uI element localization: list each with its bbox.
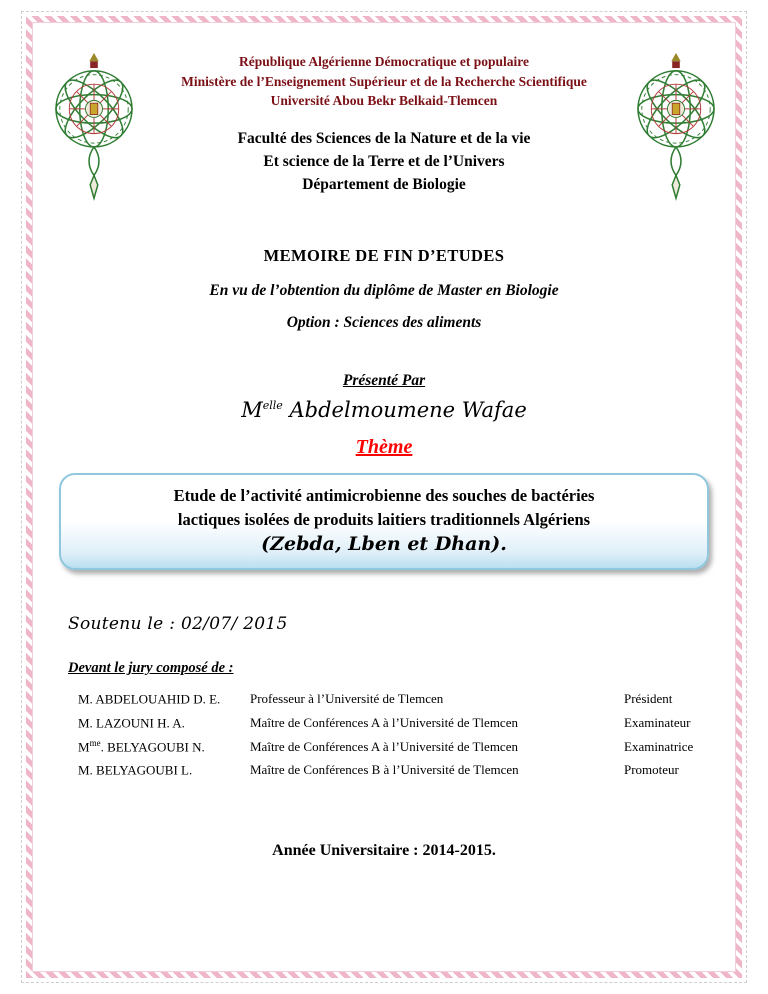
thesis-title-line-1: Etude de l’activité antimicrobienne des souches de bactéries <box>173 486 595 506</box>
faculty-line-2: Et science de la Terre et de l’Univers <box>263 152 505 170</box>
memoir-title: MEMOIRE DE FIN D’ETUDES <box>263 246 505 266</box>
republic-line: République Algérienne Démocratique et populaire <box>239 54 529 69</box>
thesis-title-line-2: lactiques isolées de produits laitiers traditionnels Algériens <box>177 509 591 529</box>
jury-member-title: Maître de Conférences B à l’Université de Tlemcen <box>250 762 519 778</box>
jury-row <box>78 711 724 735</box>
jury-member-name: M. ABDELOUAHID D. E. <box>78 691 221 707</box>
jury-row <box>78 758 724 782</box>
university-rosette-icon <box>50 50 138 202</box>
jury-member-name: M. BELYAGOUBI L. <box>78 762 193 778</box>
thesis-title-products: (Zebda, Lben et Dhan). <box>261 532 507 555</box>
department-line: Département de Biologie <box>302 176 466 194</box>
academic-year: Année Universitaire : 2014-2015. <box>272 842 496 860</box>
university-emblem-left <box>50 50 138 202</box>
jury-member-title: Maître de Conférences A à l’Université de Tlemcen <box>250 714 518 730</box>
jury-member-role: Promoteur <box>624 762 679 778</box>
author-name: $M^{elle}$ Abdelmoumene Wafae <box>241 398 527 423</box>
jury-member-role: Président <box>624 691 673 707</box>
memoir-option: Option : Sciences des aliments <box>286 314 482 332</box>
jury-member-name: $M^{me}$. BELYAGOUBI N. <box>78 737 205 754</box>
jury-member-title: Maître de Conférences A à l’Université de Tlemcen <box>250 738 518 754</box>
author-title-sup: elle <box>262 399 283 413</box>
university-emblem-right <box>632 50 720 202</box>
jury-row <box>78 735 724 759</box>
defense-date: Soutenu le : 02/07/ 2015 <box>68 614 288 635</box>
jury-table <box>0 687 768 782</box>
jury-member-role: Examinatrice <box>624 738 694 754</box>
faculty-line-1: Faculté des Sciences de la Nature et de la vie <box>237 129 531 147</box>
jury-member-title: Professeur à l’Université de Tlemcen <box>250 691 444 707</box>
university-line: Université Abou Bekr Belkaid-Tlemcen <box>270 93 498 109</box>
jury-heading: Devant le jury composé de : <box>68 660 234 677</box>
jury-member-name: M. LAZOUNI H. A. <box>78 715 185 731</box>
memoir-subtitle: En vu de l’obtention du diplôme de Master en Biologie <box>209 282 559 300</box>
jury-row <box>78 687 724 711</box>
university-rosette-icon <box>632 50 720 202</box>
presented-by-label: Présenté Par <box>342 372 426 390</box>
thesis-title-box <box>59 473 709 570</box>
government-header <box>120 0 648 111</box>
jury-member-role: Examinateur <box>624 714 691 730</box>
theme-heading: Thème <box>355 436 413 459</box>
ministry-line: Ministère de l’Enseignement Supérieur et de la Recherche Scientifique <box>181 73 587 89</box>
